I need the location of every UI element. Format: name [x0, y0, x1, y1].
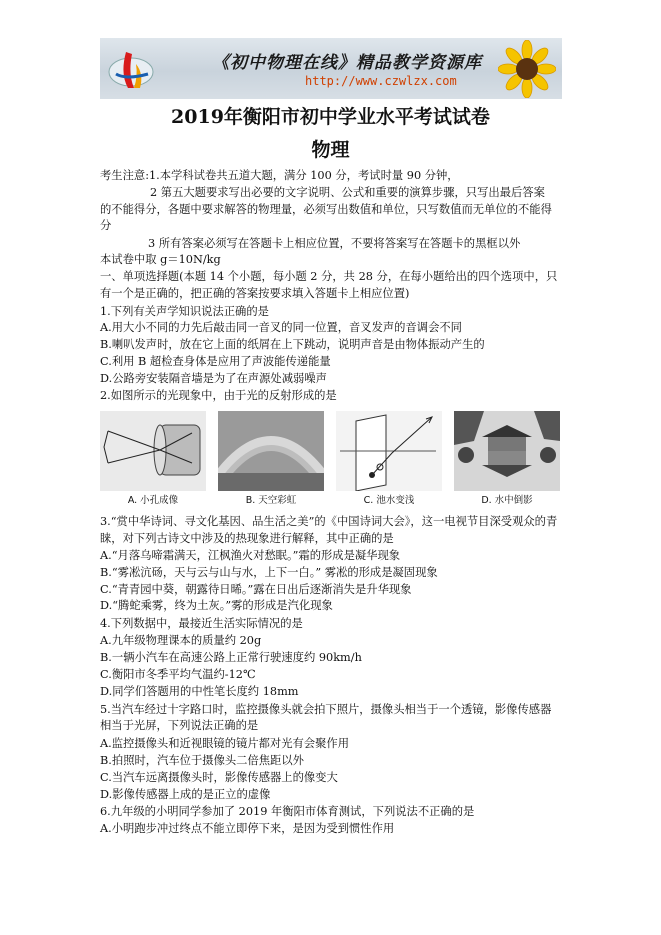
subject-title: 物理: [311, 139, 350, 161]
exam-text-line: 相当于光屏，下列说法正确的是: [100, 719, 259, 732]
header-banner: [100, 38, 562, 99]
exam-text-line: 2 第五大题要求写出必要的文字说明、公式和重要的演算步骤，只写出最后答案: [150, 186, 545, 199]
exam-text-line: B.拍照时，汽车位于摄像头二倍焦距以外: [100, 754, 304, 767]
exam-text-line: A.“月落乌啼霜满天，江枫渔火对愁眠。”霜的形成是凝华现象: [100, 549, 401, 562]
logo-icon: [106, 44, 156, 94]
exam-text-line: C.“青青园中葵，朝露待日晞。”露在日出后逐渐消失是升华现象: [100, 583, 412, 596]
exam-text-line: A.用大小不同的力先后敲击同一音叉的同一位置，音叉发声的音调会不同: [100, 321, 462, 334]
banner-url[interactable]: http://www.czwlzx.com: [305, 74, 457, 88]
rainbow-icon: [218, 411, 324, 491]
exam-text-line: 考生注意:1.本学科试卷共五道大题，满分 100 分，考试时量 90 分钟，: [100, 169, 459, 182]
banner-title: 《初中物理在线》精品教学资源库: [212, 53, 482, 73]
exam-text-line: C.衡阳市冬季平均气温约-12℃: [100, 668, 256, 681]
exam-text-line: B.一辆小汽车在高速公路上正常行驶速度约 90km/h: [100, 651, 362, 664]
figure-d: [454, 411, 560, 508]
figure-a: [100, 411, 206, 508]
exam-text-line: A.九年级物理课本的质量约 20g: [100, 634, 262, 647]
figure-b: [218, 411, 324, 508]
exam-text-line: D.公路旁安装隔音墙是为了在声源处减弱噪声: [100, 372, 327, 385]
exam-text-line: 有一个是正确的，把正确的答案按要求填入答题卡上相应位置): [100, 287, 410, 300]
exam-text-line: D.同学们答题用的中性笔长度约 18mm: [100, 685, 299, 698]
exam-text-line: A.小明跑步冲过终点不能立即停下来，是因为受到惯性作用: [100, 822, 395, 835]
exam-text-line: 睐，对下列古诗文中涉及的热现象进行解释，其中正确的是: [100, 532, 394, 545]
figure-c-caption: C. 池水变浅: [363, 495, 415, 506]
exam-text-line: 1.下列有关声学知识说法正确的是: [100, 305, 269, 318]
exam-text-line: D.影像传感器上成的是正立的虚像: [100, 788, 271, 801]
exam-text-line: B.喇叭发声时，放在它上面的纸屑在上下跳动，说明声音是由物体振动产生的: [100, 338, 485, 351]
figure-b-caption: B. 天空彩虹: [245, 495, 297, 506]
exam-text-line: 分: [100, 219, 112, 232]
exam-text-line: 的不能得分，各题中要求解答的物理量，必须写出数值和单位，只写数值而无单位的不能得: [100, 203, 552, 216]
sunflower-icon: [498, 40, 556, 98]
exam-text-line: 一、单项选择题(本题 14 个小题，每小题 2 分，共 28 分，在每小题给出的四个选项中，只: [100, 270, 558, 283]
figure-strip: [100, 411, 560, 508]
exam-text-line: B.“雾凇沆砀，天与云与山与水，上下一白。” 雾凇的形成是凝固现象: [100, 566, 438, 579]
pinhole-camera-icon: [100, 411, 206, 491]
figure-c: [336, 411, 442, 508]
exam-text-line: D.“腾蛇乘雾，终为土灰。”雾的形成是汽化现象: [100, 599, 333, 612]
exam-text-line: 4.下列数据中，最接近生活实际情况的是: [100, 617, 303, 630]
water-reflection-icon: [454, 411, 560, 491]
exam-text-line: 本试卷中取 g＝10N/kg: [100, 253, 221, 266]
exam-text-line: 5.当汽车经过十字路口时，监控摄像头就会拍下照片，摄像头相当于一个透镜，影像传感器: [100, 703, 552, 716]
exam-text-line: 6.九年级的小明同学参加了 2019 年衡阳市体育测试，下列说法不正确的是: [100, 805, 475, 818]
exam-title: 2019年衡阳市初中学业水平考试试卷: [171, 106, 490, 128]
exam-text-line: C.利用 B 超检查身体是应用了声波能传递能量: [100, 355, 331, 368]
figure-d-caption: D. 水中倒影: [481, 495, 533, 506]
refraction-diagram-icon: [336, 411, 442, 491]
figure-a-caption: A. 小孔成像: [127, 495, 179, 506]
exam-text-line: 3.“赏中华诗词、寻文化基因、品生活之美”的《中国诗词大会》，这一电视节目深受观众的青: [100, 515, 558, 528]
exam-text-line: 3 所有答案必须写在答题卡上相应位置，不要将答案写在答题卡的黑框以外: [148, 237, 521, 250]
exam-text-line: C.当汽车远离摄像头时，影像传感器上的像变大: [100, 771, 338, 784]
exam-text-line: A.监控摄像头和近视眼镜的镜片都对光有会聚作用: [100, 737, 349, 750]
exam-text-line: 2.如图所示的光现象中，由于光的反射形成的是: [100, 389, 337, 402]
